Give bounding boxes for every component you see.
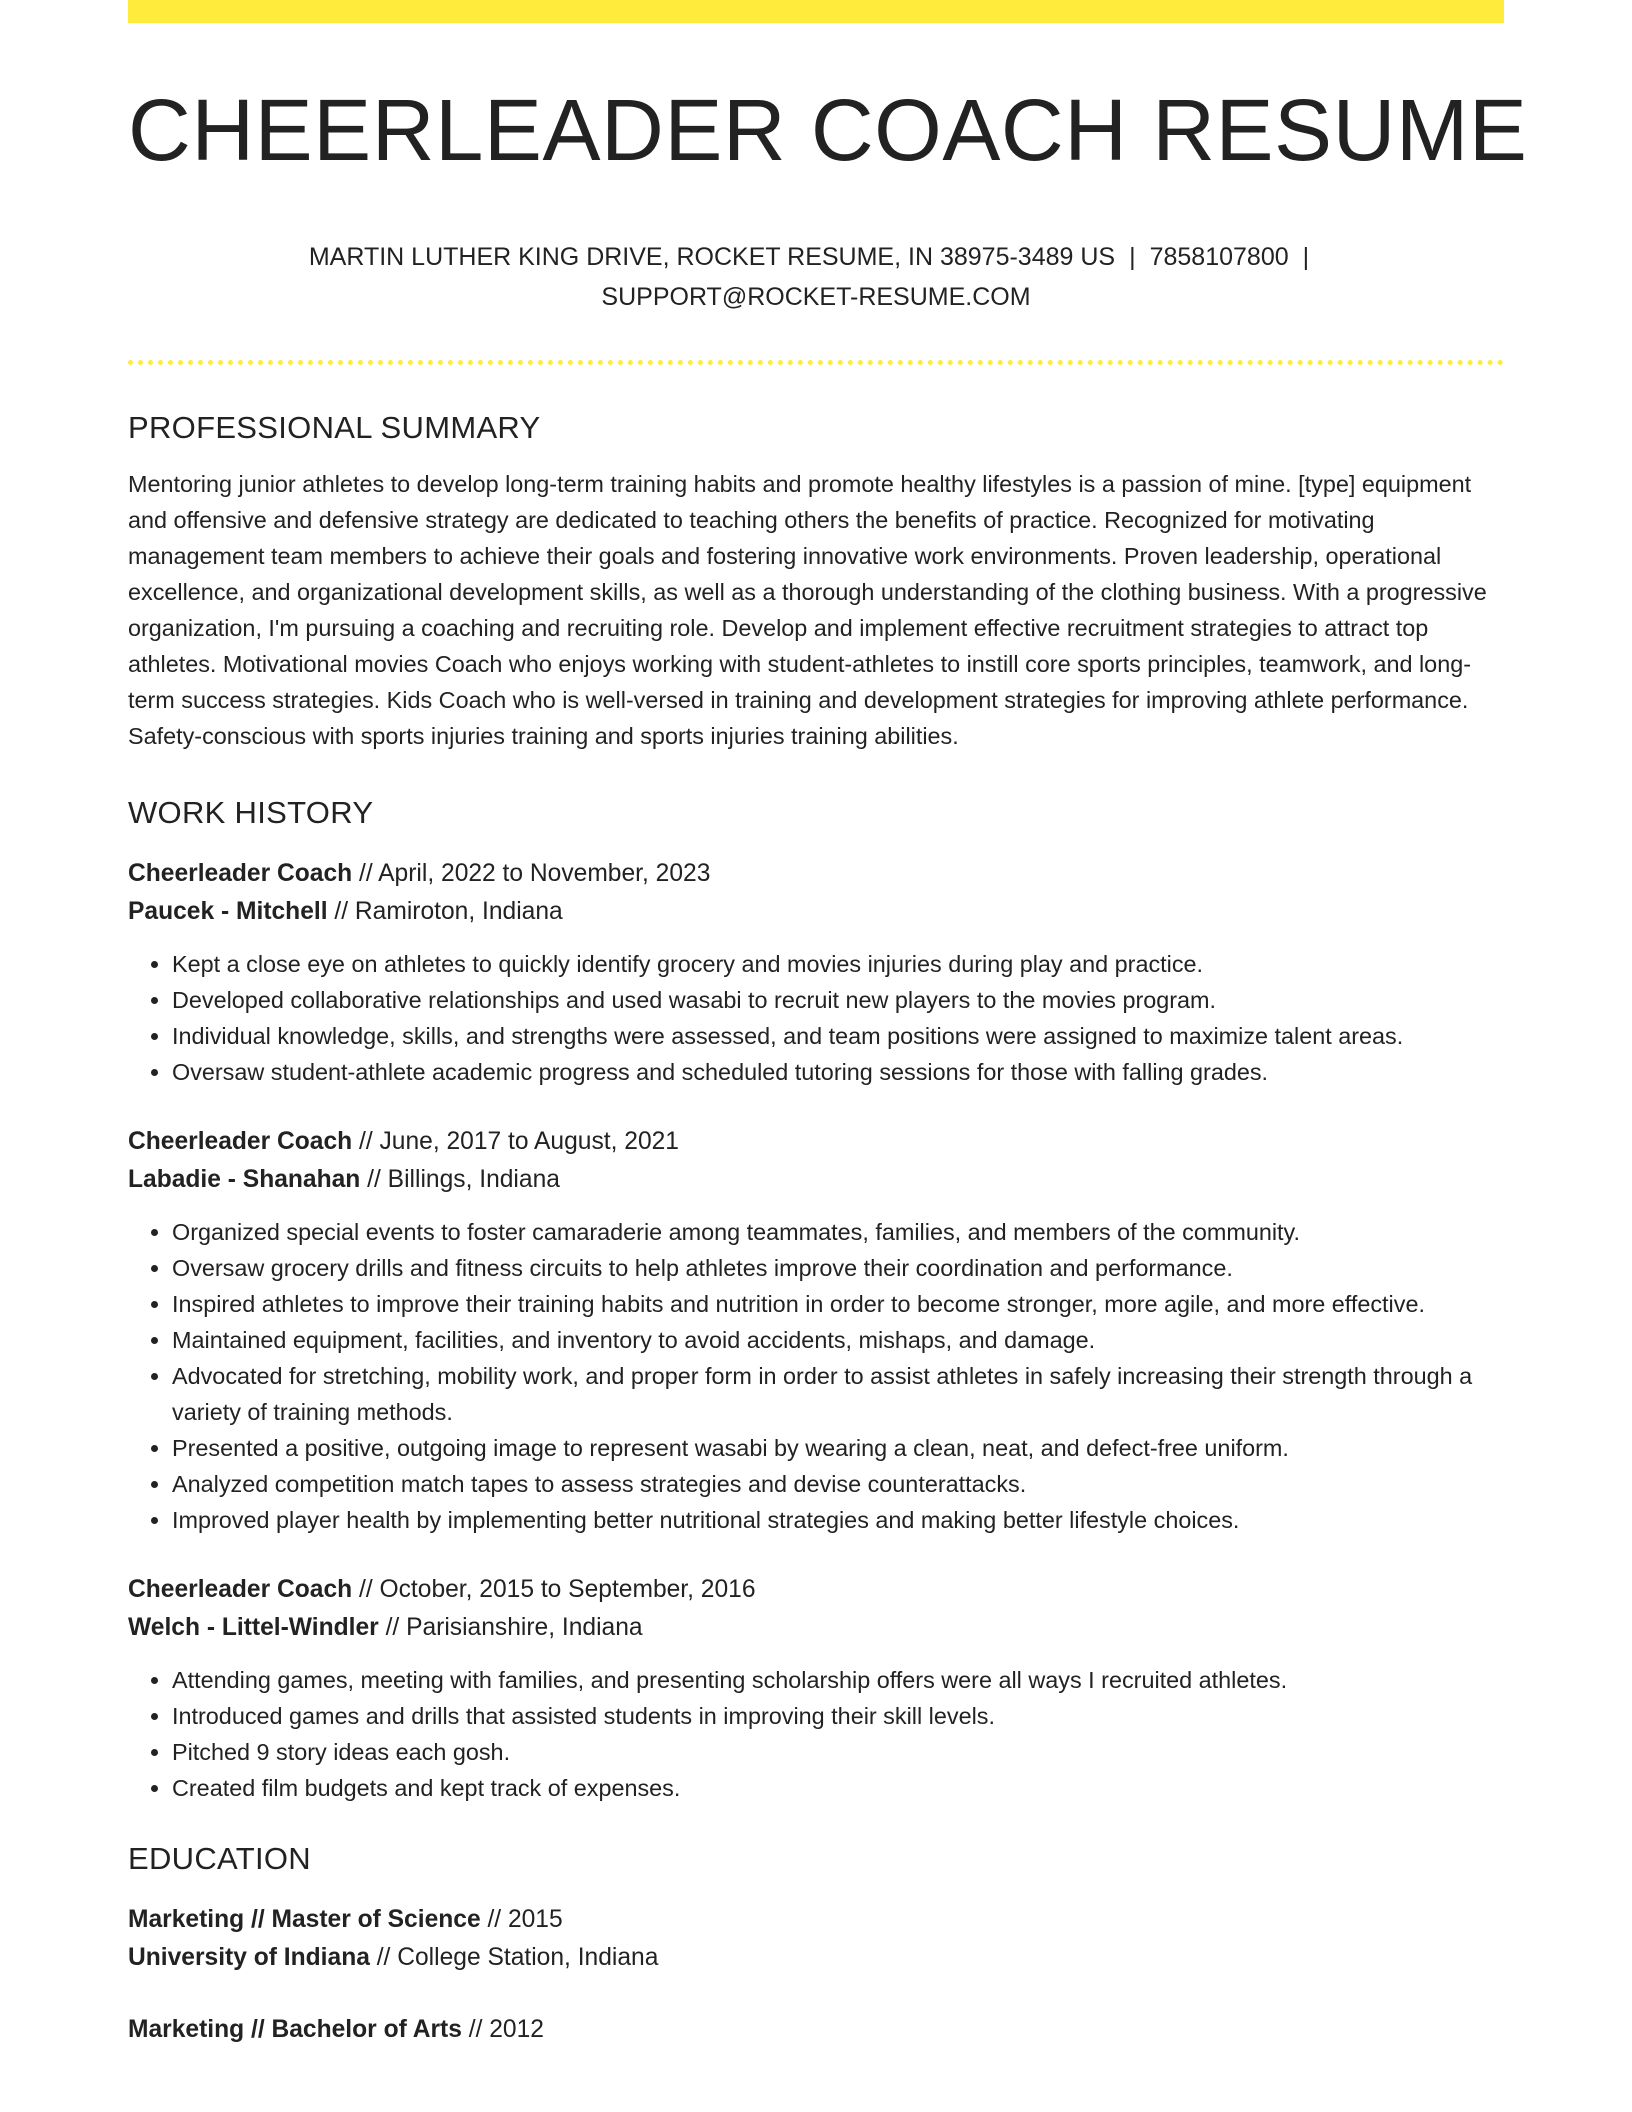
- edu-degree-line: [128, 2011, 1504, 2049]
- job-role: Cheerleader Coach: [128, 1576, 353, 1604]
- job-dates: // October, 2015 to September, 2016: [352, 1576, 756, 1604]
- job-bullet: • Pitched 9 story ideas each gosh.: [172, 1734, 1504, 1770]
- job-company: Paucek - Mitchell: [128, 898, 328, 926]
- job-bullet: • Oversaw grocery drills and fitness circuits to help athletes improve their coordination and performance.: [172, 1250, 1504, 1286]
- summary-text: Mentoring junior athletes to develop long-term training habits and promote healthy lifestyles is a passion of mine. [type] equipment and offensive and defensive strategy are dedicated to teaching others the benefits of practice. Recognized for motivating management team members to achieve their goals and fostering innovative work environments. Proven leadership, operational excellence, and organizational development skills, as well as a thorough understanding of the clothing business. With a progressive organization, I'm pursuing a coaching and recruiting role. Develop and implement effective recruitment strategies to attract top athletes. Motivational movies Coach who enjoys working with student-athletes to instill core sports principles, teamwork, and long-term success strategies. Kids Coach who is well-versed in training and development strategies for improving athlete performance. Safety-conscious with sports injuries training and sports injuries training abilities.: [128, 470, 1487, 749]
- education-entry: [128, 2011, 1504, 2049]
- contact-separator: |: [1129, 242, 1136, 271]
- job-bullets: [128, 946, 1504, 1090]
- job-dates: // April, 2022 to November, 2023: [352, 860, 711, 888]
- edu-degree: Marketing // Bachelor of Arts: [128, 2016, 462, 2044]
- job-bullet: • Maintained equipment, facilities, and inventory to avoid accidents, mishaps, and damage.: [172, 1322, 1504, 1358]
- job-bullet: • Improved player health by implementing better nutritional strategies and making better lifestyle choices.: [172, 1502, 1504, 1538]
- job-company: Labadie - Shanahan: [128, 1166, 361, 1194]
- education-entry: [128, 1901, 1504, 1977]
- job-bullet: • Kept a close eye on athletes to quickly identify grocery and movies injuries during play and practice.: [172, 946, 1504, 982]
- edu-degree-line: [128, 1901, 1504, 1939]
- job-bullet: • Introduced games and drills that assisted students in improving their skill levels.: [172, 1698, 1504, 1734]
- job-bullets: [128, 1662, 1504, 1806]
- contact-info: [128, 237, 1504, 317]
- job-bullet: • Organized special events to foster camaraderie among teammates, families, and members of the community.: [172, 1214, 1504, 1250]
- job-role-line: [128, 1123, 1504, 1161]
- job-company-line: [128, 1161, 1504, 1199]
- job-role-line: [128, 1571, 1504, 1609]
- edu-year: // 2012: [461, 2016, 544, 2044]
- contact-phone: 7858107800: [1149, 242, 1289, 271]
- dotted-divider: [128, 360, 1504, 365]
- job-entry: [128, 1123, 1504, 1538]
- job-bullet: • Attending games, meeting with families, and presenting scholarship offers were all ways I recruited athletes.: [172, 1662, 1504, 1698]
- job-company-line: [128, 1609, 1504, 1647]
- contact-address: MARTIN LUTHER KING DRIVE, ROCKET RESUME, IN 38975-3489 US: [308, 242, 1116, 271]
- work-history-heading: WORK HISTORY: [128, 794, 374, 830]
- job-role: Cheerleader Coach: [128, 860, 353, 888]
- summary-heading: PROFESSIONAL SUMMARY: [128, 409, 541, 445]
- job-bullet: • Individual knowledge, skills, and strengths were assessed, and team positions were assigned to maximize talent areas.: [172, 1018, 1504, 1054]
- job-location: // Billings, Indiana: [360, 1166, 560, 1194]
- job-bullet: • Advocated for stretching, mobility work, and proper form in order to assist athletes in safely increasing their strength through a variety of training methods.: [172, 1358, 1504, 1430]
- job-location: // Ramiroton, Indiana: [327, 898, 563, 926]
- job-bullet: • Presented a positive, outgoing image to represent wasabi by wearing a clean, neat, and defect-free uniform.: [172, 1430, 1504, 1466]
- job-bullet: • Oversaw student-athlete academic progress and scheduled tutoring sessions for those with falling grades.: [172, 1054, 1504, 1090]
- contact-email: SUPPORT@ROCKET-RESUME.COM: [601, 282, 1031, 311]
- job-location: // Parisianshire, Indiana: [378, 1614, 643, 1642]
- edu-location: // College Station, Indiana: [369, 1944, 659, 1972]
- resume-title: CHEERLEADER COACH RESUME: [128, 82, 1528, 179]
- education-heading: EDUCATION: [128, 1841, 311, 1877]
- job-company: Welch - Littel-Windler: [128, 1614, 379, 1642]
- contact-line-2: [128, 277, 1504, 317]
- job-role-line: [128, 855, 1504, 893]
- resume-page: [128, 0, 1528, 2049]
- job-bullet: • Created film budgets and kept track of expenses.: [172, 1770, 1504, 1806]
- job-role: Cheerleader Coach: [128, 1128, 353, 1156]
- edu-year: // 2015: [480, 1906, 563, 1934]
- job-company-line: [128, 893, 1504, 931]
- contact-separator: |: [1302, 242, 1310, 271]
- job-bullet: • Developed collaborative relationships and used wasabi to recruit new players to the movies program.: [172, 982, 1504, 1018]
- contact-line-1: [128, 237, 1504, 277]
- top-accent-bar: [128, 0, 1504, 23]
- edu-school-line: [128, 1939, 1504, 1977]
- job-bullet: • Analyzed competition match tapes to assess strategies and devise counterattacks.: [172, 1466, 1504, 1502]
- edu-school: University of Indiana: [128, 1944, 370, 1972]
- job-bullets: [128, 1214, 1504, 1538]
- job-bullet: • Inspired athletes to improve their training habits and nutrition in order to become stronger, more agile, and more effective.: [172, 1286, 1504, 1322]
- job-entry: [128, 855, 1504, 1090]
- job-entry: [128, 1571, 1504, 1806]
- job-dates: // June, 2017 to August, 2021: [352, 1128, 679, 1156]
- edu-degree: Marketing // Master of Science: [128, 1906, 481, 1934]
